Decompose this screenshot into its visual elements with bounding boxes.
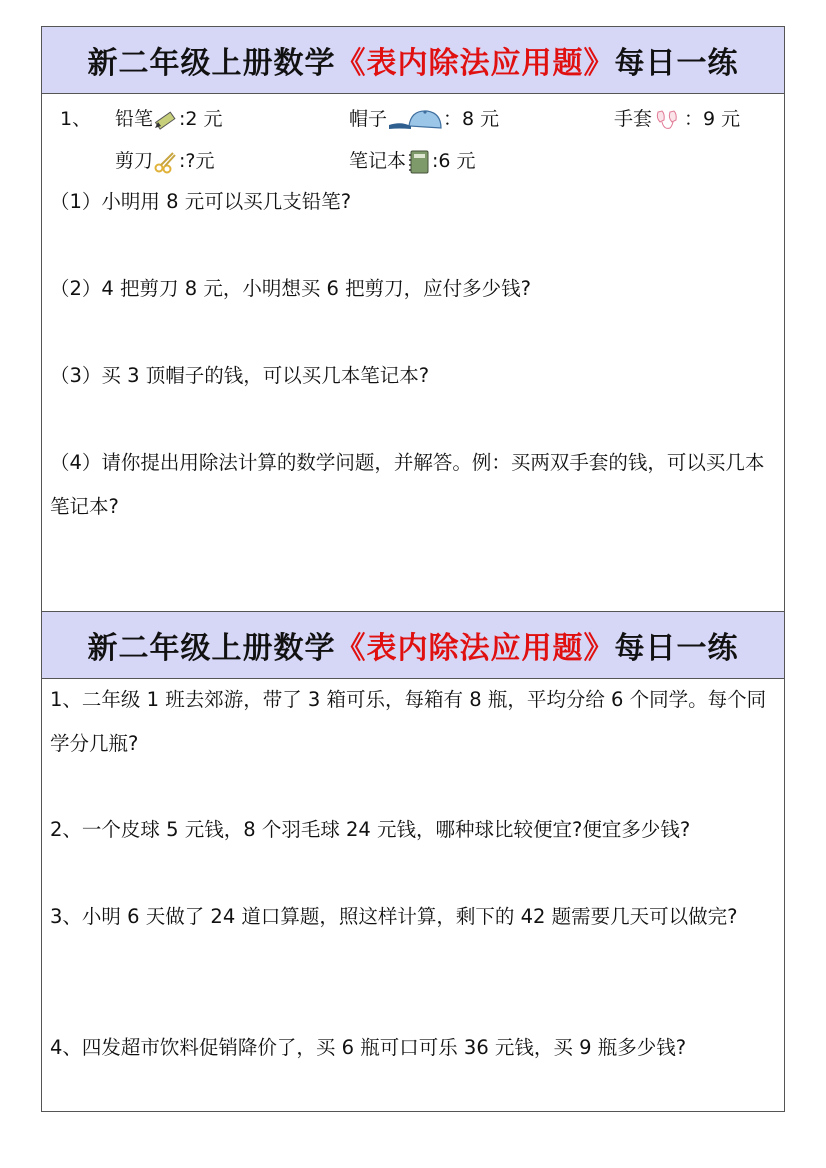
item-price: :2 元 — [179, 108, 223, 130]
price-item-notebook — [349, 149, 476, 174]
price-item-gloves — [614, 107, 740, 132]
notebook-icon — [406, 150, 432, 174]
title-accent: 《表内除法应用题》 — [335, 46, 615, 81]
item-name: 帽子 — [349, 108, 388, 130]
item-name: 手套 — [614, 108, 653, 130]
worksheet-1 — [41, 26, 785, 612]
question-4: （4）请你提出用除法计算的数学问题，并解答。例：买两双手套的钱，可以买几本笔记本? — [50, 451, 765, 518]
item-price: ：8 元 — [443, 108, 500, 130]
question-number: 1、 — [60, 108, 92, 130]
item-price: ：9 元 — [684, 108, 741, 130]
glove-icon — [652, 108, 684, 132]
item-name: 铅笔 — [115, 108, 154, 130]
problem-2: 2、一个皮球 5 元钱，8 个羽毛球 24 元钱，哪种球比较便宜?便宜多少钱? — [50, 818, 691, 841]
worksheet-2-title — [42, 612, 784, 679]
question-1: （1）小明用 8 元可以买几支铅笔? — [50, 190, 352, 213]
worksheet-2 — [41, 612, 785, 1112]
price-item-pencil — [115, 107, 223, 132]
item-price: :6 元 — [432, 150, 476, 172]
problem-3: 3、小明 6 天做了 24 道口算题，照这样计算，剩下的 42 题需要几天可以做完? — [50, 905, 738, 928]
problem-1: 1、二年级 1 班去郊游，带了 3 箱可乐，每箱有 8 瓶，平均分给 6 个同学。每个同学分几瓶? — [50, 688, 767, 755]
item-name: 剪刀 — [115, 150, 154, 172]
price-item-cap — [349, 107, 499, 132]
title-suffix: 每日一练 — [614, 46, 739, 81]
scissors-icon — [153, 150, 179, 174]
title-text: 新二年级上册数学 — [87, 631, 336, 666]
pencil-icon — [153, 108, 179, 132]
worksheet-1-title — [42, 27, 784, 94]
title-text: 新二年级上册数学 — [87, 46, 336, 81]
item-name: 笔记本 — [349, 150, 407, 172]
question-2: （2）4 把剪刀 8 元，小明想买 6 把剪刀，应付多少钱? — [50, 277, 531, 300]
title-accent: 《表内除法应用题》 — [335, 631, 615, 666]
cap-icon — [387, 108, 443, 132]
price-item-scissors — [115, 149, 215, 174]
problem-4: 4、四发超市饮料促销降价了，买 6 瓶可口可乐 36 元钱，买 9 瓶多少钱? — [50, 1036, 687, 1059]
question-3: （3）买 3 顶帽子的钱，可以买几本笔记本? — [50, 364, 430, 387]
title-suffix: 每日一练 — [614, 631, 739, 666]
item-price: :?元 — [179, 150, 215, 172]
